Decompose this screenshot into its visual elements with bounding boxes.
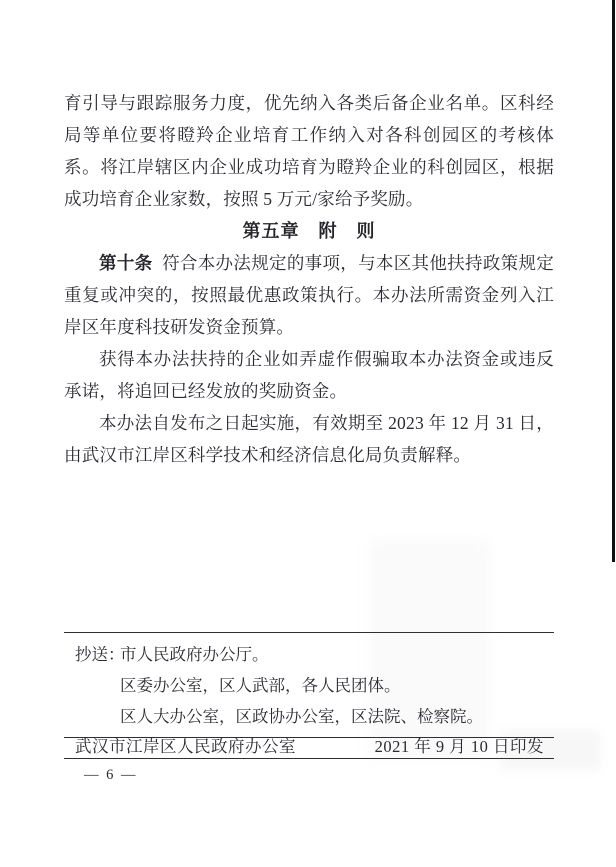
copy-to-label: 抄送： — [75, 645, 125, 664]
copy-to-line-3: 区人大办公室，区政协办公室，区法院、检察院。 — [120, 707, 483, 726]
article-10-label: 第十条 — [99, 253, 153, 273]
chapter-heading: 第五章 附 则 — [242, 221, 376, 241]
penalty-paragraph: 获得本办法扶持的企业如弄虚作假骗取本办法资金或违反承诺，将追回已经发放的奖励资金。 — [64, 349, 554, 401]
page-number: — 6 — — [84, 767, 138, 783]
colophon-row — [64, 731, 554, 759]
copy-to-line-1: 市人民政府办公厅。 — [120, 645, 269, 664]
article-10-paragraph — [64, 247, 554, 343]
issuing-office: 武汉市江岸区人民政府办公室 — [75, 736, 296, 756]
article-10-text: 符合本办法规定的事项，与本区其他扶持政策规定重复或冲突的，按照最优惠政策执行。本办法所需资金列入江岸区年度科技研发资金预算。 — [64, 253, 554, 337]
document-body — [64, 87, 554, 471]
scan-edge-artifact — [612, 0, 615, 562]
copy-to-row-1 — [64, 639, 554, 670]
print-date: 2021 年 9 月 10 日印发 — [374, 736, 544, 756]
validity-paragraph: 本办法自发布之日起实施，有效期至 2023 年 12 月 31 日，由武汉市江岸区科学技术和经济信息化局负责解释。 — [64, 413, 554, 465]
copy-to-block — [64, 632, 554, 738]
body-paragraph-continuation: 育引导与跟踪服务力度，优先纳入各类后备企业名单。区科经局等单位要将瞪羚企业培育工作纳入对各科创园区的考核体系。将江岸辖区内企业成功培育为瞪羚企业的科创园区，根据成功培育企业家数，按照 5 万元/家给予奖励。 — [64, 93, 554, 209]
copy-to-line-2: 区委办公室，区人武部，各人民团体。 — [120, 676, 401, 695]
